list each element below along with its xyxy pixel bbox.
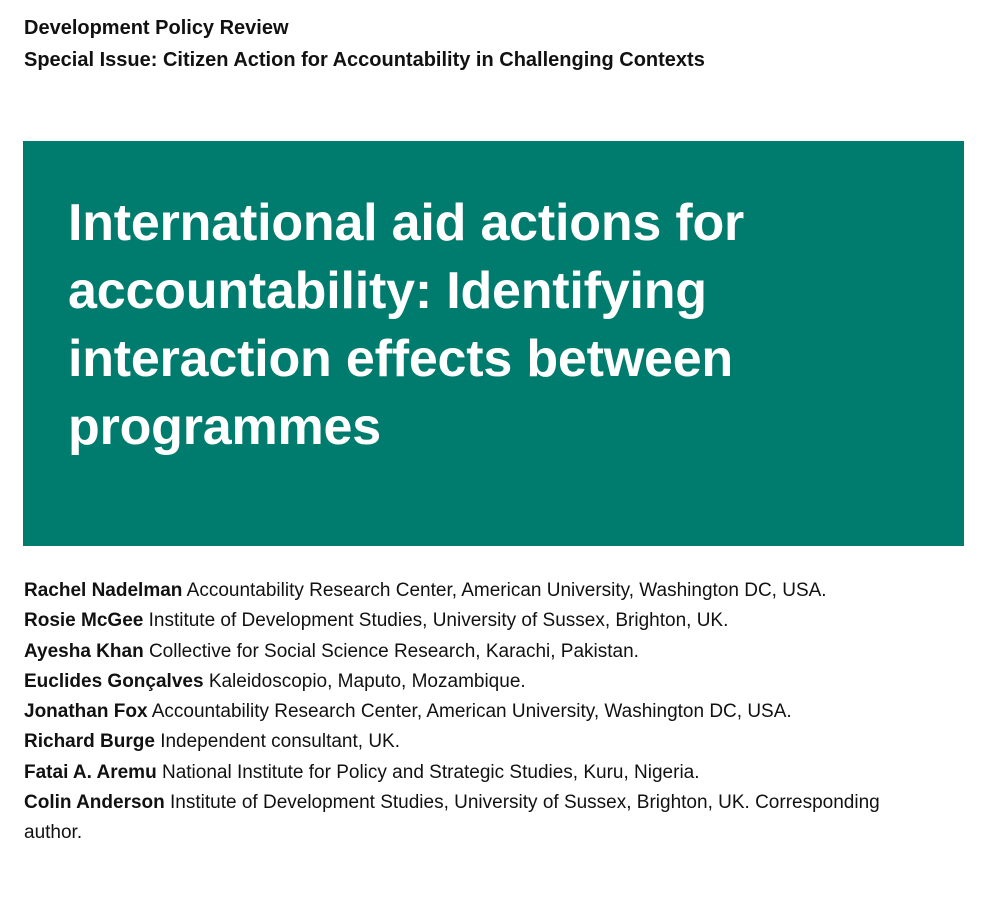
author-affiliation: Kaleidoscopio, Maputo, Mozambique. bbox=[208, 670, 526, 692]
author-name: Fatai A. Aremu bbox=[24, 761, 157, 783]
author-entry bbox=[24, 576, 924, 606]
author-name: Colin Anderson bbox=[24, 792, 165, 814]
author-name: Rosie McGee bbox=[24, 610, 144, 632]
author-name: Rachel Nadelman bbox=[24, 580, 183, 601]
author-entry bbox=[24, 727, 924, 757]
author-affiliation: National Institute for Policy and Strategic Studies, Kuru, Nigeria. bbox=[161, 761, 700, 783]
journal-header bbox=[24, 12, 705, 76]
author-entry bbox=[24, 788, 924, 849]
author-affiliation: Independent consultant, UK. bbox=[160, 731, 400, 753]
author-affiliation: Collective for Social Science Research, Karachi, Pakistan. bbox=[148, 640, 639, 662]
article-title: International aid actions for accountability: Identifying interaction effects between programmes bbox=[68, 194, 745, 456]
author-affiliation: Accountability Research Center, American University, Washington DC, USA. bbox=[151, 701, 792, 723]
author-name: Richard Burge bbox=[24, 731, 155, 753]
author-name: Euclides Gonçalves bbox=[24, 670, 204, 692]
author-name: Ayesha Khan bbox=[24, 640, 144, 662]
author-entry bbox=[24, 697, 924, 727]
author-affiliation: Accountability Research Center, American University, Washington DC, USA. bbox=[186, 580, 827, 601]
author-entry bbox=[24, 606, 924, 636]
special-issue-title: Special Issue: Citizen Action for Accountability in Challenging Contexts bbox=[24, 49, 705, 71]
author-affiliation: Institute of Development Studies, University of Sussex, Brighton, UK. bbox=[148, 610, 729, 632]
author-name: Jonathan Fox bbox=[24, 701, 148, 723]
author-list bbox=[24, 576, 924, 849]
author-affiliation: Institute of Development Studies, University of Sussex, Brighton, UK. Corresponding author. bbox=[24, 792, 880, 844]
author-entry bbox=[24, 758, 924, 788]
author-entry bbox=[24, 667, 924, 697]
title-banner bbox=[23, 141, 964, 546]
journal-name: Development Policy Review bbox=[24, 17, 289, 39]
author-entry bbox=[24, 637, 924, 667]
